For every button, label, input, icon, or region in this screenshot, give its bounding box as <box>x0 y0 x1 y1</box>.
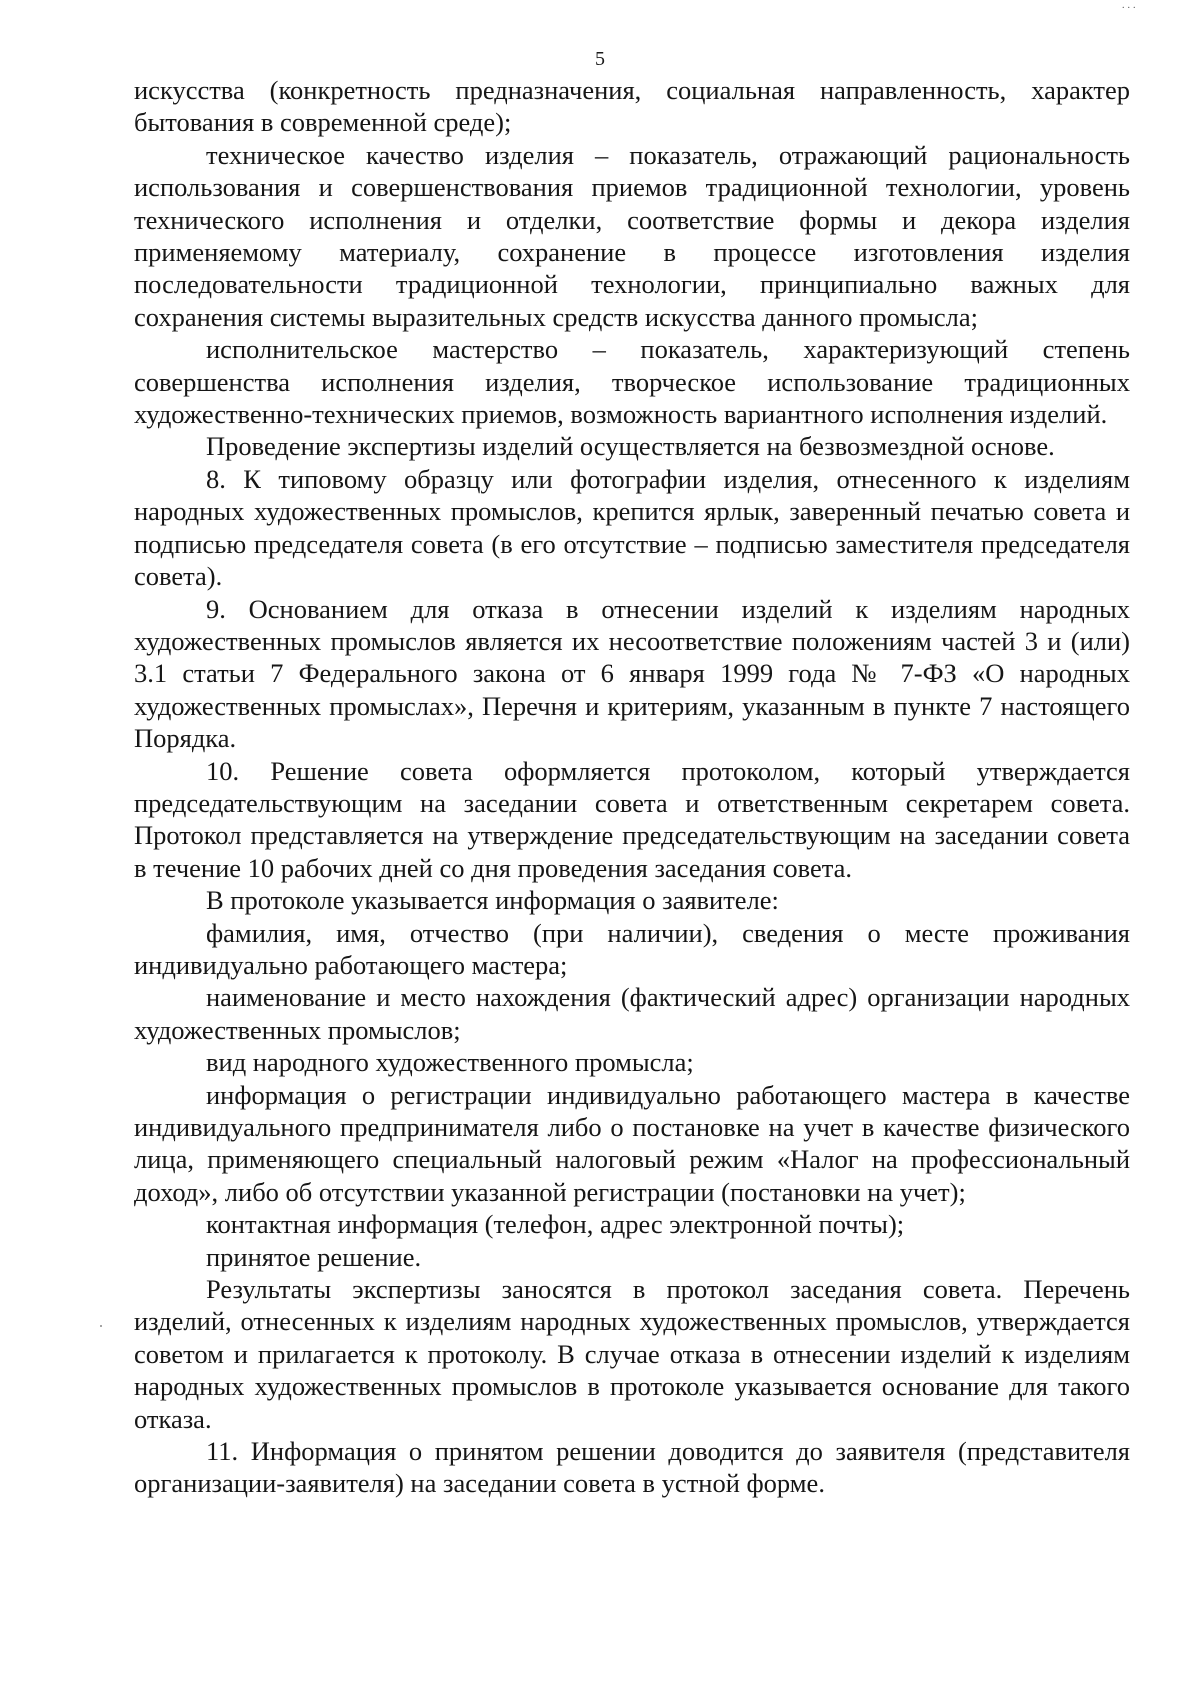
paragraph-11: вид народного художественного промысла; <box>206 1047 694 1078</box>
scan-corner-mark: ... <box>1122 0 1139 11</box>
paragraph-6: 9. Основанием для отказа в отнесении изделий к изделиям народных художественных промыслов является их несоответствие положениям частей 3 и (или) 3.1 статьи 7 Федерального закона от 6 января 1999 года № 7-ФЗ «О народных художественных промыслах», Перечня и критериям, указанным в пункте 7 настоящего Порядка. <box>134 593 1130 754</box>
paragraph-5: 8. К типовому образцу или фотографии изделия, отнесенного к изделиям народных художественных промыслов, крепится ярлык, заверенный печатью совета и подписью председателя совета (в его отсутствие – подписью заместителя председателя совета). <box>134 463 1130 592</box>
paragraph-14: принятое решение. <box>206 1241 422 1272</box>
paragraph-12: информация о регистрации индивидуально работающего мастера в качестве индивидуального предпринимателя либо о постановке на учет в качестве физического лица, применяющего специальный налоговый режим «Налог на профессиональный доход», либо об отсутствии указанной регистрации (постановки на учет); <box>134 1079 1130 1207</box>
paragraph-1: искусства (конкретность предназначения, социальная направленность, характер бытования в современной среде); <box>134 75 1130 138</box>
paragraph-15: Результаты экспертизы заносятся в протокол заседания совета. Перечень изделий, отнесенных к изделиям народных художественных промыслов, утверждается советом и прилагается к протоколу. В случае отказа в отнесении изделий к изделиям народных художественных промыслов в протоколе указывается основание для такого отказа. <box>134 1274 1130 1434</box>
paragraph-8: В протоколе указывается информация о заявителе: <box>206 885 779 916</box>
paragraph-10: наименование и место нахождения (фактический адрес) организации народных художественных промыслов; <box>134 982 1130 1045</box>
paragraph-7: 10. Решение совета оформляется протоколом, который утверждается председательствующим на заседании совета и ответственным секретарем совета. Протокол представляется на утверждение председательствующим на заседании совета в течение 10 рабочих дней со дня проведения заседания совета. <box>134 755 1130 883</box>
paragraph-9: фамилия, имя, отчество (при наличии), сведения о месте проживания индивидуально работающего мастера; <box>134 917 1130 980</box>
page-number: 5 <box>595 48 605 70</box>
paragraph-4: Проведение экспертизы изделий осуществляется на безвозмездной основе. <box>206 431 1055 462</box>
document-body <box>134 74 1130 1500</box>
paragraph-2: техническое качество изделия – показатель, отражающий рациональность использования и совершенствования приемов традиционной технологии, уровень технического исполнения и отделки, соответствие формы и декора изделия применяемому материалу, сохранение в процессе изготовления изделия последовательности традиционной технологии, принципиально важных для сохранения системы выразительных средств искусства данного промысла; <box>134 139 1130 332</box>
paragraph-16: 11. Информация о принятом решении доводится до заявителя (представителя организации-заявителя) на заседании совета в устной форме. <box>134 1436 1130 1499</box>
scan-speck <box>100 1325 102 1327</box>
paragraph-3: исполнительское мастерство – показатель, характеризующий степень совершенства исполнения изделия, творческое использование традиционных художественно-технических приемов, возможность вариантного исполнения изделий. <box>134 334 1130 430</box>
paragraph-13: контактная информация (телефон, адрес электронной почты); <box>206 1209 905 1240</box>
